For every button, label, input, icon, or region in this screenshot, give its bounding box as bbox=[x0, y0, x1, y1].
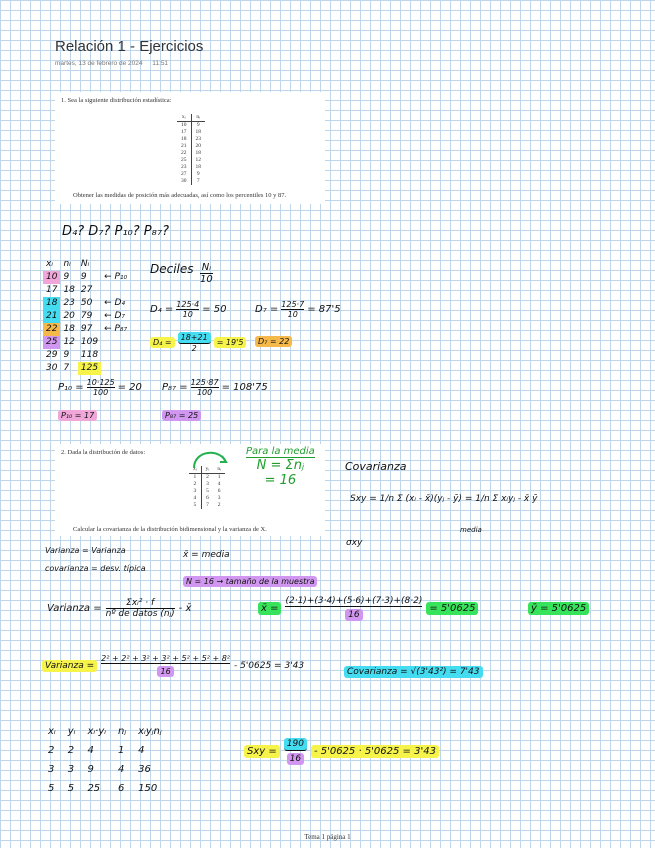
table-cell: 2 bbox=[189, 481, 201, 488]
table-row bbox=[43, 323, 130, 336]
table-cell: 9 bbox=[63, 350, 70, 360]
table-cell: 1 bbox=[217, 474, 221, 480]
p10-lhs: P₁₀ = bbox=[58, 382, 84, 393]
table-cell: 18 bbox=[63, 285, 75, 295]
table-cell: 118 bbox=[80, 350, 99, 360]
table-cell: 18 bbox=[195, 164, 201, 170]
table-cell: 4 bbox=[217, 481, 221, 487]
column-header: nⱼ bbox=[118, 726, 127, 737]
d4-highlight bbox=[150, 332, 246, 353]
table-cell: 4 bbox=[118, 764, 125, 775]
table-cell: 150 bbox=[138, 783, 158, 794]
asked-values: D₄? D₇? P₁₀? P₈₇? bbox=[62, 224, 169, 239]
p10-den: 100 bbox=[92, 388, 109, 397]
table-row bbox=[177, 178, 205, 185]
p87-den: 100 bbox=[196, 388, 213, 397]
table-cell: 3 bbox=[67, 764, 75, 775]
sxy-num: 190 bbox=[284, 738, 307, 751]
table-cell: ← D₇ bbox=[104, 311, 126, 321]
table-cell: 18 bbox=[195, 150, 201, 156]
exercise-1-card bbox=[55, 92, 325, 204]
table-cell: 4 bbox=[189, 495, 201, 502]
exercise-2-text: 2. Dada la distribución de datos: bbox=[61, 449, 146, 456]
p10-fraction bbox=[87, 378, 115, 397]
table-cell: 7 bbox=[63, 363, 70, 373]
table-cell: 21 bbox=[177, 143, 191, 150]
page-time: 11:51 bbox=[152, 60, 169, 67]
table-cell: 109 bbox=[80, 337, 99, 347]
exercise-2-question: Calcular la covarianza de la distribución bidimensional y la varianza de X. bbox=[73, 526, 267, 533]
table-cell: 12 bbox=[63, 337, 75, 347]
variance-calc-den: 16 bbox=[157, 666, 173, 677]
table-row bbox=[177, 122, 205, 130]
table-cell: 30 bbox=[177, 178, 191, 185]
d7-box: D₇ = 22 bbox=[255, 336, 292, 347]
table-row bbox=[177, 150, 205, 157]
p10-formula bbox=[58, 378, 142, 397]
table-row bbox=[177, 157, 205, 164]
table-row bbox=[43, 297, 130, 310]
variance-calc-lhs: Varianza = bbox=[42, 660, 97, 672]
table-cell: 7 bbox=[196, 178, 200, 184]
table-cell: 3 bbox=[206, 481, 209, 487]
sxy-den: 16 bbox=[287, 753, 304, 765]
page-title: Relación 1 - Ejercicios bbox=[55, 38, 204, 55]
table-cell: ← P₈₇ bbox=[104, 324, 128, 334]
std-dev-formula: Covarianza = √(3'43²) = 7'43 bbox=[344, 666, 483, 678]
moda-formula: N = Σnⱼ bbox=[256, 458, 305, 473]
table-row bbox=[177, 143, 205, 150]
variance-formula bbox=[47, 598, 191, 619]
table-cell: 1 bbox=[118, 745, 125, 756]
d4-box-fraction bbox=[178, 332, 211, 353]
table-cell: 18 bbox=[63, 324, 75, 334]
table-cell: 23 bbox=[63, 298, 75, 308]
exercise-1-table bbox=[177, 114, 205, 185]
deciles-label: Deciles bbox=[150, 262, 194, 276]
table-cell: 2 bbox=[48, 745, 55, 756]
table-row bbox=[177, 136, 205, 143]
products-table bbox=[42, 722, 168, 798]
mean-num: (2·1)+(3·4)+(5·6)+(7·3)+(8·2) bbox=[285, 596, 423, 606]
table-cell: 17 bbox=[46, 285, 58, 295]
exercise-2-table bbox=[189, 466, 225, 509]
table-cell: 25 bbox=[87, 783, 101, 794]
table-cell: 5 bbox=[67, 783, 75, 794]
table-cell: 5 bbox=[206, 488, 209, 494]
table-header-row bbox=[177, 114, 205, 122]
covariance-title: Covarianza bbox=[345, 460, 407, 473]
table-cell: 22 bbox=[177, 150, 191, 157]
frequency-table bbox=[43, 258, 130, 375]
column-header: xᵢ bbox=[177, 114, 191, 122]
column-header: nᵢ bbox=[191, 114, 205, 122]
p10-num: 10·125 bbox=[86, 378, 115, 387]
table-cell: 12 bbox=[195, 157, 201, 163]
column-header: yᵢ bbox=[201, 466, 213, 474]
table-cell: 22 bbox=[43, 323, 60, 336]
sxy-fraction bbox=[284, 738, 307, 765]
table-row bbox=[189, 502, 225, 509]
table-cell bbox=[101, 362, 130, 375]
variance-den: nº de datos (nⱼ) bbox=[105, 609, 175, 619]
d4-fraction bbox=[176, 300, 199, 319]
d4-num: 125·4 bbox=[176, 300, 200, 309]
table-cell: 23 bbox=[177, 164, 191, 171]
d7-num: 125·7 bbox=[281, 300, 305, 309]
p10-result: = 20 bbox=[117, 382, 142, 393]
mean-lhs: x̄ = bbox=[258, 602, 281, 615]
table-cell bbox=[101, 284, 130, 297]
column-header: nᵢ bbox=[213, 466, 225, 474]
table-cell: 79 bbox=[80, 311, 93, 321]
mean-den: 16 bbox=[345, 609, 362, 621]
variance-lhs: Varianza = bbox=[47, 603, 102, 614]
covariance-media: media bbox=[460, 526, 482, 534]
p87-num: 125·87 bbox=[190, 378, 219, 387]
d7-lhs: D₇ = bbox=[255, 304, 279, 315]
sxy-formula bbox=[244, 738, 439, 765]
table-row bbox=[189, 481, 225, 488]
d4-lhs: D₄ = bbox=[150, 304, 174, 315]
table-cell: 27 bbox=[177, 171, 191, 178]
table-cell: 9 bbox=[80, 272, 87, 282]
table-cell: 30 bbox=[46, 363, 58, 373]
mean-fraction bbox=[285, 596, 422, 621]
moda-label: Para la media bbox=[246, 446, 315, 457]
definition-covariance: covarianza = desv. típica bbox=[45, 564, 146, 573]
table-header-row bbox=[42, 722, 168, 741]
table-cell: 9 bbox=[87, 764, 94, 775]
variance-minus: - x̄ bbox=[178, 603, 192, 614]
sxy-lhs: Sxy = bbox=[244, 745, 280, 758]
table-cell: 6 bbox=[217, 488, 221, 494]
table-row bbox=[43, 336, 130, 349]
exercise-1-question: Obtener las medidas de posición más adecuadas, así como los percentiles 10 y 87. bbox=[73, 192, 287, 199]
definition-mean: x̄ = media bbox=[183, 550, 230, 560]
table-row bbox=[42, 741, 168, 760]
table-cell: 9 bbox=[196, 171, 200, 177]
d4-box-num: 18+21 bbox=[178, 332, 211, 344]
table-cell: 4 bbox=[138, 745, 145, 756]
table-cell: 25 bbox=[177, 157, 191, 164]
table-row bbox=[43, 362, 130, 375]
d7-result: = 87'5 bbox=[307, 304, 341, 315]
d4-formula bbox=[150, 300, 226, 319]
column-header: xᵢ·yᵢ bbox=[87, 726, 107, 737]
table-cell: 5 bbox=[189, 502, 201, 509]
table-cell: 3 bbox=[48, 764, 55, 775]
d4-box-value: = 19'5 bbox=[214, 337, 247, 348]
table-row bbox=[189, 495, 225, 502]
table-cell: 23 bbox=[195, 136, 201, 142]
table-cell: 25 bbox=[43, 336, 60, 349]
table-cell: 4 bbox=[87, 745, 94, 756]
variance-calc-num: 2² + 2² + 3² + 3² + 5² + 5² + 8² bbox=[101, 654, 230, 663]
column-header: xᵢ bbox=[46, 259, 53, 269]
d4-box-den: 2 bbox=[191, 344, 197, 353]
table-cell: 2 bbox=[206, 474, 209, 480]
covariance-formula: Sxy = 1/n Σ (xᵢ - x̄)(yⱼ - ȳ) = 1/n Σ xᵢyⱼ - x̄ ȳ bbox=[350, 494, 538, 504]
table-row bbox=[189, 474, 225, 482]
sxy-rest: - 5'0625 · 5'0625 = 3'43 bbox=[311, 745, 439, 758]
d4-result: = 50 bbox=[202, 304, 227, 315]
definition-N: N = 16 → tamaño de la muestra bbox=[183, 576, 317, 587]
variance-calc-fraction bbox=[101, 654, 230, 677]
table-cell: 20 bbox=[63, 311, 75, 321]
table-cell: 18 bbox=[195, 129, 201, 135]
table-row bbox=[42, 760, 168, 779]
table-cell: 2 bbox=[217, 502, 221, 508]
page-date: martes, 13 de febrero de 2024 bbox=[55, 60, 143, 67]
table-cell: 1 bbox=[189, 474, 201, 482]
page-meta bbox=[55, 60, 176, 67]
table-cell: ← P₁₀ bbox=[104, 272, 128, 282]
column-header: yᵢ bbox=[67, 726, 76, 737]
table-cell: 97 bbox=[80, 324, 93, 334]
mean-formula bbox=[258, 596, 478, 621]
table-cell: ← D₄ bbox=[104, 298, 126, 308]
table-row bbox=[43, 284, 130, 297]
d7-formula bbox=[255, 300, 341, 319]
table-row bbox=[43, 349, 130, 362]
table-cell: 9 bbox=[63, 272, 70, 282]
d7-fraction bbox=[281, 300, 304, 319]
p87-lhs: P₈₇ = bbox=[162, 382, 188, 393]
table-cell: 36 bbox=[138, 764, 151, 775]
table-cell: 29 bbox=[46, 350, 58, 360]
table-cell: 18 bbox=[177, 136, 191, 143]
table-cell bbox=[101, 336, 130, 349]
table-cell: 5 bbox=[48, 783, 55, 794]
column-header: Nᵢ bbox=[80, 259, 90, 269]
table-cell: 7 bbox=[206, 502, 209, 508]
table-cell: 18 bbox=[43, 297, 60, 310]
variance-fraction bbox=[106, 598, 175, 619]
column-header: xᵢ bbox=[189, 466, 201, 474]
d7-den: 10 bbox=[287, 310, 298, 319]
variance-calc bbox=[42, 654, 304, 677]
table-row bbox=[177, 129, 205, 136]
deciles-N: Nᵢ bbox=[201, 262, 211, 273]
p87-result: = 108'75 bbox=[221, 382, 268, 393]
definition-variance: Varianza = Varianza bbox=[45, 546, 126, 555]
deciles-fraction bbox=[200, 262, 213, 285]
table-cell: 3 bbox=[217, 495, 221, 501]
table-row bbox=[43, 310, 130, 323]
table-cell: 20 bbox=[195, 143, 201, 149]
moda-value: = 16 bbox=[264, 473, 297, 488]
table-row bbox=[177, 164, 205, 171]
table-cell: 17 bbox=[177, 129, 191, 136]
table-cell: 2 bbox=[67, 745, 75, 756]
p87-fraction bbox=[191, 378, 219, 397]
deciles-den: 10 bbox=[200, 274, 213, 285]
table-cell: 6 bbox=[118, 783, 125, 794]
table-row bbox=[43, 271, 130, 284]
page-footer: Tema 1 página 1 bbox=[304, 833, 351, 841]
moda-block bbox=[246, 446, 315, 488]
variance-num: Σxᵢ² · f bbox=[106, 598, 175, 609]
table-cell: 6 bbox=[206, 495, 209, 501]
table-row bbox=[189, 488, 225, 495]
mean-result: = 5'0625 bbox=[426, 602, 478, 615]
table-cell: 125 bbox=[78, 362, 101, 375]
table-cell: 3 bbox=[189, 488, 201, 495]
table-row bbox=[42, 779, 168, 798]
p87-box: P₈₇ = 25 bbox=[162, 410, 201, 421]
table-cell: 9 bbox=[196, 122, 200, 128]
exercise-1-text: 1. Sea la siguiente distribución estadística: bbox=[61, 97, 172, 104]
table-cell bbox=[101, 349, 130, 362]
table-header-row bbox=[43, 258, 130, 271]
table-cell: 21 bbox=[43, 310, 60, 323]
table-cell: 10 bbox=[177, 122, 191, 130]
variance-calc-result: - 5'0625 = 3'43 bbox=[233, 660, 305, 671]
p10-box: P₁₀ = 17 bbox=[58, 410, 97, 421]
table-cell: 10 bbox=[43, 271, 60, 284]
table-row bbox=[177, 171, 205, 178]
column-header: xᵢ bbox=[48, 726, 56, 737]
column-header: xᵢyⱼnⱼ bbox=[138, 726, 162, 737]
column-header: nᵢ bbox=[63, 259, 71, 269]
sigma-xy: σxy bbox=[346, 538, 363, 548]
ybar-value: ȳ = 5'0625 bbox=[528, 602, 589, 615]
table-cell: 27 bbox=[80, 285, 93, 295]
d4-box: D₄ = bbox=[150, 337, 175, 348]
table-cell: 50 bbox=[80, 298, 93, 308]
curved-arrow-icon bbox=[190, 446, 230, 472]
d4-den: 10 bbox=[182, 310, 193, 319]
p87-formula bbox=[162, 378, 268, 397]
